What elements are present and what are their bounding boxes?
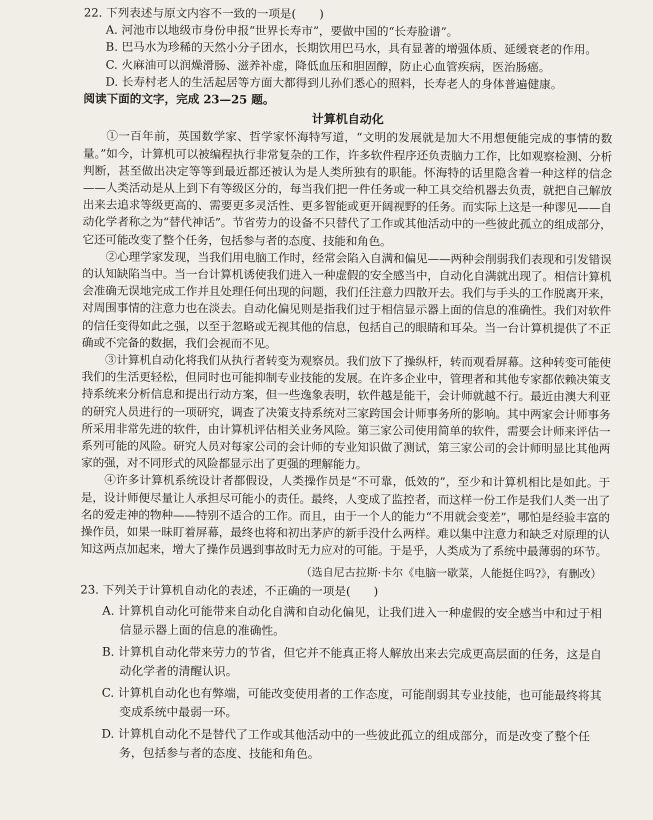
article-title: 计算机自动化 — [311, 112, 384, 127]
question-22-option-c: C. 火麻油可以润燥滑肠、滋养补虚，降低血压和胆固醇，防止心血管疾病，医治肠癌。 — [105, 57, 551, 74]
reading-article — [80, 110, 612, 583]
question-23-option-d: D. 计算机自动化不是替代了工作或其他活动中的一些彼此孤立的组成部分，而是改变了整个任务，包括参与者的态度、技能和角色。 — [101, 726, 590, 761]
reading-instruction: 阅读下面的文字，完成 23—25 题。 — [83, 91, 275, 107]
question-23-stem: 23. 下列关于计算机自动化的表述，不正确的一项是( ) — [80, 582, 379, 599]
question-22-option-a: A. 河池市以地级市身份申报“世界长寿市”，要做中国的“长寿脸谱”。 — [105, 22, 459, 40]
question-23-option-b: B. 计算机自动化带来劳力的节省，但它并不能真正将人解放出来去完成更高层面的任务，这是自动化学者的清醒认识。 — [101, 644, 602, 679]
question-22-option-d: D. 长寿村老人的生活起居等方面大都得到儿孙们悉心的照料，长寿老人的身体普遍健康。 — [105, 74, 563, 92]
article-paragraph-1: ①一百年前，英国数学家、哲学家怀海特写道，“文明的发展就是加大不用想便能完成的事情的数量。”如今，计算机可以被编程执行非常复杂的工作，许多软件程序还负责脑力工作，比如观察检测、分析判断，甚至做出决定等等到最近都还被认为是人类所独有的职能。怀海特的话里隐含着一种这样的信念——人类活动是从上到下有等级区分的，每当我们把一件任务或一种工具交给机器去负责，就把自己解放出来去追求等级更高的、需要更多灵活性、更多智能或更开阔视野的任务。而实际上这是一种谬见——自动化学者称之为“替代神话”。节省劳力的设备不只替代了工作或其他活动中的一些彼此孤立的组成部分，它还可能改变了整个任务，包括参与者的态度、技能和角色。 — [82, 129, 613, 249]
article-paragraph-4: ④许多计算机系统设计者都假设，人类操作员是“不可靠，低效的”，至少和计算机相比是如此。于是，设计师便尽量让人承担尽可能小的责任。最终，人变成了监控者，而这样一份工作是我们人类一出了名的爱走神的物种——特别不适合的工作。而且，由于一个人的能力“不用就会变差”，哪怕是经验丰富的操作员，如果一昧盯着屏幕，最终也将和初出茅庐的新手没什么两样。难以集中注意力和缺乏对原理的认知这两点加起来，增大了操作员遇到事故时无力应对的可能。于是乎，人类成为了系统中最薄弱的环节。 — [80, 473, 611, 560]
question-23 — [79, 581, 609, 765]
question-22 — [83, 5, 613, 94]
question-23-option-c: C. 计算机自动化也有弊端，可能改变使用者的工作态度，可能削弱其专业技能，也可能最终将其变成系统中最弱一环。 — [101, 685, 602, 720]
article-source: （选自尼古拉斯·卡尔《电脑一歇菜，人能挺住吗?》，有删改） — [300, 565, 602, 581]
article-paragraph-2: ②心理学家发现，当我们用电脑工作时，经常会陷入自满和偏见——两种会削弱我们表现和引发错误的认知缺陷当中。当一台计算机诱使我们进入一种虚假的安全感当中，自动化自满就出现了。相信计算机会准确无误地完成工作并且处理任何出现的问题，我们任注意力四散开去。我们与手头的工作脱离开来，对周围事情的注意力也在淡去。自动化偏见则是指我们过于相信显示器上面的信息的准确性。我们对软件的信任变得如此之强，以至于忽略或无视其他的信息，包括自己的眼睛和耳朵。当一台计算机提供了不正确或不完备的数据，我们会视而不见。 — [81, 249, 612, 351]
question-23-option-a: A. 计算机自动化可能带来自动化自满和自动化偏见，让我们进入一种虚假的安全感当中和过于相信显示器上面的信息的准确性。 — [102, 603, 603, 638]
question-22-stem: 22. 下列表述与原文内容不一致的一项是( ) — [83, 5, 324, 21]
article-paragraph-3: ③计算机自动化将我们从执行者转变为观察员。我们放下了操纵杆，转而观看屏幕。这种转变可能使我们的生活更轻松，但同时也可能抑制专业技能的发展。在许多企业中，管理者和其他专家都依赖决策支持系统来分析信息和提出行动方案，但一些逸象表明，软件越是能干，会计师就越不行。最近由澳大利亚的研究人员进行的一项研究，调查了决策支持系统对三家跨国会计师事务所的影响。其中两家会计师事务所采用非常先进的软件，由计算机评估相关业务风险。第三家公司使用简单的软件，需要会计师来评估一系列可能的风险。研究人员对每家公司的会计师的专业知识做了测试，第三家公司的会计师明显比其他两家的强，对不同形式的风险都显示出了更强的理解能力。 — [81, 352, 611, 472]
question-22-option-b: B. 巴马水为珍稀的天然小分子团水，长期饮用巴马水，具有显著的增强体质、延缓衰老的作用。 — [105, 40, 597, 58]
